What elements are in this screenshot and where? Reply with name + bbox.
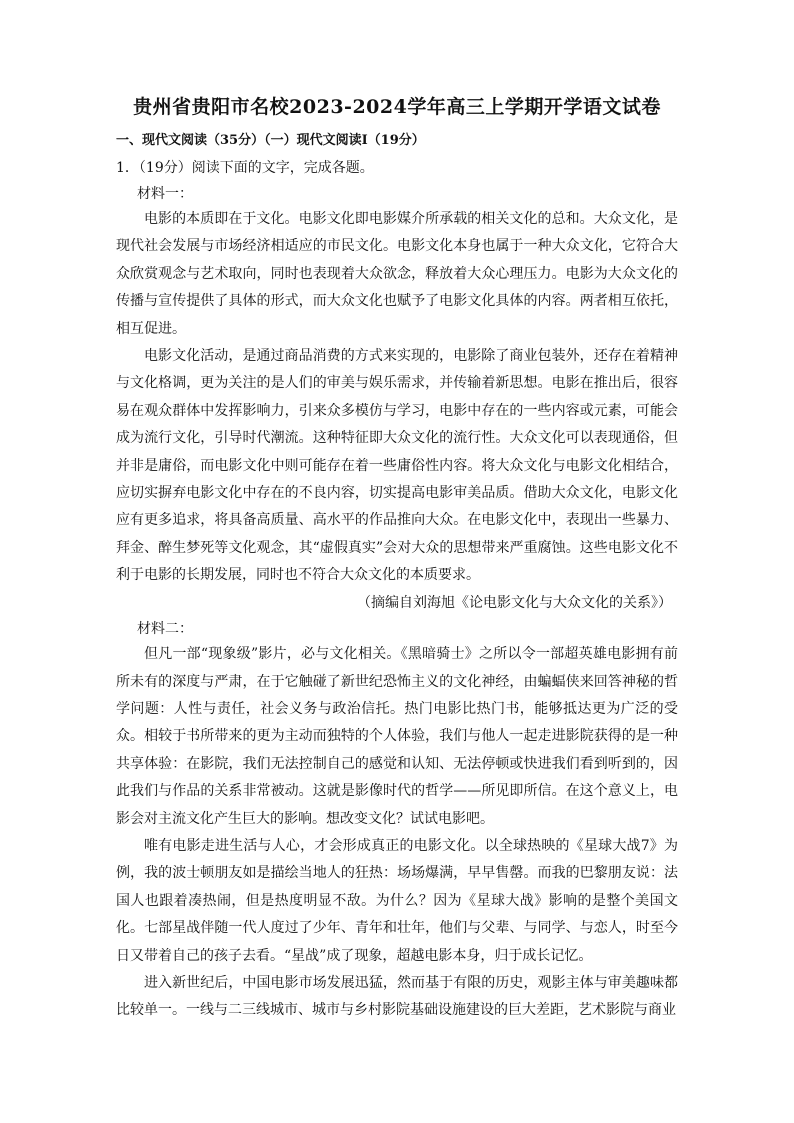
material-two-paragraph: 唯有电影走进生活与人心，才会形成真正的电影文化。以全球热映的《星球大战7》为例，我的波士顿朋友如是描绘当地人的狂热：场场爆满，早早售罄。而我的巴黎朋友说：法国人也跟着凑热闹，但是热度明显不敌。为什么？因为《星球大战》影响的是整个美国文化。七部星战伴随一代人度过了少年、青年和壮年，他们与父辈、与同学、与恋人，时至今日又带着自己的孩子去看。“星战”成了现象，超越电影本身，归于成长记忆。 [116,837,678,964]
material-two-paragraph: 进入新世纪后，中国电影市场发展迅猛，然而基于有限的历史，观影主体与审美趣味都比较单一。一线与二三线城市、城市与乡村影院基础设施建设的巨大差距，艺术影院与商业 [116,974,678,1019]
material-one-paragraph: 电影的本质即在于文化。电影文化即电影媒介所承载的相关文化的总和。大众文化，是现代社会发展与市场经济相适应的市民文化。电影文化本身也属于一种大众文化，它符合大众欣赏观念与艺术取向，同时也表现着大众欲念，释放着大众心理压力。电影为大众文化的传播与宣传提供了具体的形式，而大众文化也赋予了电影文化具体的内容。两者相互依托，相互促进。 [116,211,678,337]
material-one-source: （摘编自刘海旭《论电影文化与大众文化的关系》） [357,594,672,611]
material-two-paragraph: 但凡一部“现象级”影片，必与文化相关。《黑暗骑士》之所以令一部超英雄电影拥有前所未有的深度与严肃，在于它触碰了新世纪恐怖主义的文化神经，由蝙蝠侠来回答神秘的哲学问题：人性与责任，社会义务与政治信托。热门电影比热门书，能够抵达更为广泛的受众。相较于书所带来的更为主动而独特的个人体验，我们与他人一起走进影院获得的是一种共享体验：在影院，我们无法控制自己的感觉和认知、无法停顿或快进我们看到听到的，因此我们与作品的关系非常被动。这就是影像时代的哲学——所见即所信。在这个意义上，电影会对主流文化产生巨大的影响。想改变文化？试试电影吧。 [116,646,678,827]
material-one-label: 材料一： [137,186,193,202]
material-one-paragraph: 电影文化活动，是通过商品消费的方式来实现的，电影除了商业包装外，还存在着精神与文化格调，更为关注的是人们的审美与娱乐需求，并传输着新思想。电影在推出后，很容易在观众群体中发挥影响力，引来众多模仿与学习，电影中存在的一些内容或元素，可能会成为流行文化，引导时代潮流。这种特征即大众文化的流行性。大众文化可以表现通俗，但并非是庸俗，而电影文化中则可能存在着一些庸俗性内容。将大众文化与电影文化相结合，应切实摒弃电影文化中存在的不良内容，切实提高电影审美品质。借助大众文化，电影文化应有更多追求，将具备高质量、高水平的作品推向大众。在电影文化中，表现出一些暴力、拜金、醉生梦死等文化观念，其“虚假真实”会对大众的思想带来严重腐蚀。这些电影文化不利于电影的长期发展，同时也不符合大众文化的本质要求。 [116,348,678,584]
question-intro: 1．（19分）阅读下面的文字，完成各题。 [116,160,374,176]
section-heading: 一、现代文阅读（35分）（一）现代文阅读Ⅰ（19分） [116,133,425,148]
exam-title: 贵州省贵阳市名校2023-2024学年高三上学期开学语文试卷 [133,96,661,118]
material-two-label: 材料二： [137,621,193,638]
